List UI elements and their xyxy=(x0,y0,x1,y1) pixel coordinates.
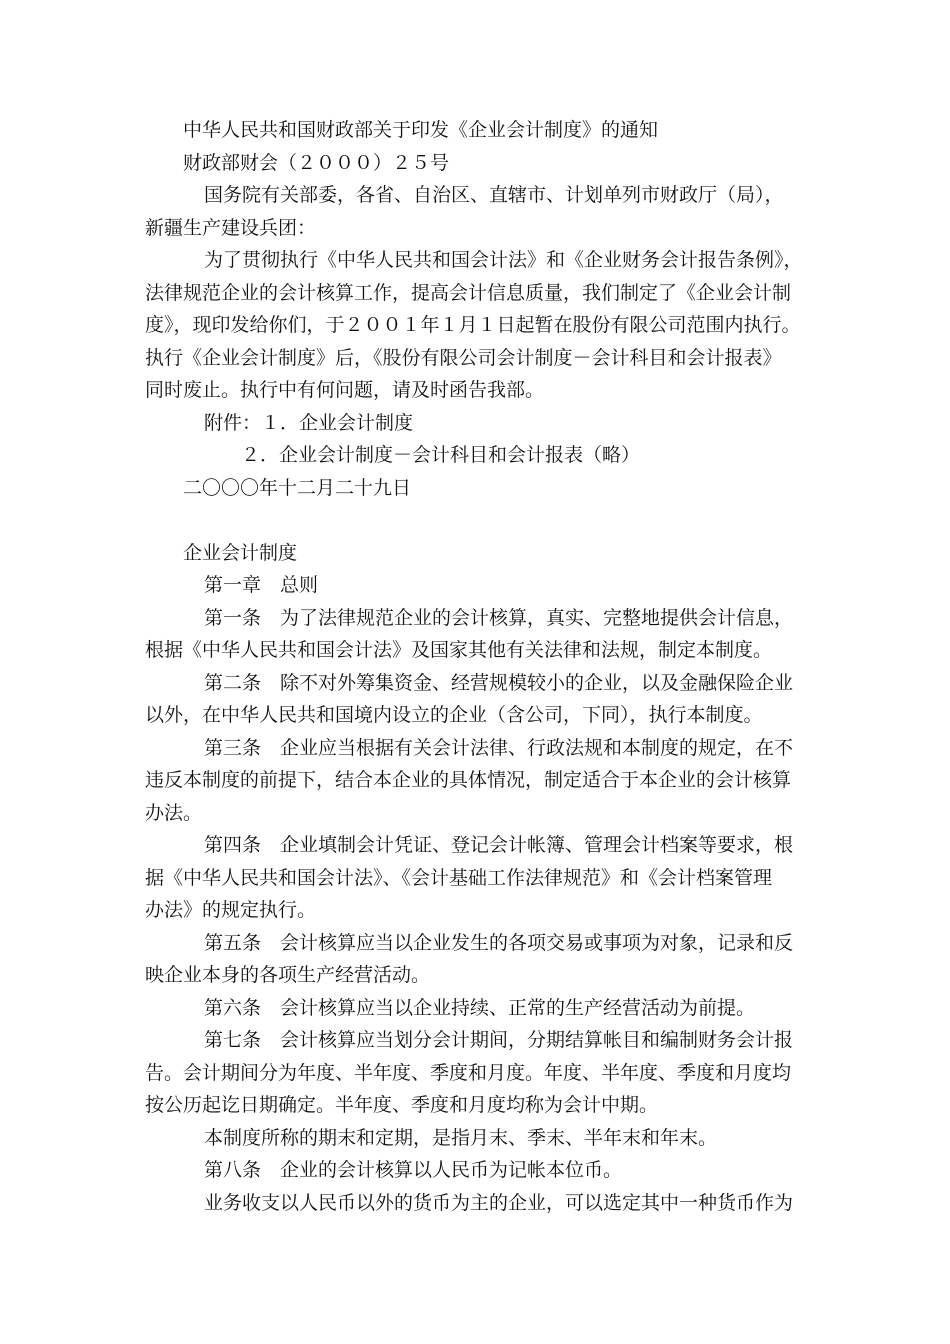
article-line: 第六条 会计核算应当以企业持续、正常的生产经营活动为前提。 xyxy=(204,996,756,1019)
article-line: 根据《中华人民共和国会计法》及国家其他有关法律和法规，制定本制度。 xyxy=(145,639,773,661)
attachment-line: 附件：１．企业会计制度 xyxy=(204,411,414,434)
doc-number: 财政部财会（２０００）２５号 xyxy=(183,151,450,174)
addressee-line: 新疆生产建设兵团： xyxy=(145,216,317,239)
article-line: 办法。 xyxy=(145,801,203,824)
attachment-line: ２．企业会计制度－会计科目和会计报表（略） xyxy=(241,444,641,466)
body-line: 执行《企业会计制度》后，《股份有限公司会计制度－会计科目和会计报表》 xyxy=(145,346,782,369)
section-spacer xyxy=(145,504,815,537)
article-line: 第七条 会计核算应当划分会计期间，分期结算帐目和编制财务会计报 xyxy=(204,1029,794,1051)
notice-date: 二〇〇〇年十二月二十九日 xyxy=(183,476,412,499)
article-line: 办法》的规定执行。 xyxy=(145,899,317,921)
article-line: 违反本制度的前提下，结合本企业的具体情况，制定适合于本企业的会计核算 xyxy=(145,769,792,791)
article-line: 第五条 会计核算应当以企业发生的各项交易或事项为对象，记录和反 xyxy=(204,931,794,954)
article-line: 业务收支以人民币以外的货币为主的企业，可以选定其中一种货币作为 xyxy=(204,1191,794,1214)
body-line: 法律规范企业的会计核算工作，提高会计信息质量，我们制定了《企业会计制 xyxy=(145,281,792,304)
body-line: 同时废止。执行中有何问题，请及时函告我部。 xyxy=(145,379,545,401)
article-line: 第八条 企业的会计核算以人民币为记帐本位币。 xyxy=(204,1159,623,1181)
article-line: 第三条 企业应当根据有关会计法律、行政法规和本制度的规定，在不 xyxy=(204,736,794,759)
body-line: 为了贯彻执行《中华人民共和国会计法》和《企业财务会计报告条例》， xyxy=(204,249,803,271)
article-line: 第一条 为了法律规范企业的会计核算，真实、完整地提供会计信息， xyxy=(204,606,794,629)
article-line: 据《中华人民共和国会计法》、《会计基础工作法律规范》和《会计档案管理 xyxy=(145,866,773,889)
document-body xyxy=(145,114,815,1219)
article-line: 映企业本身的各项生产经营活动。 xyxy=(145,964,431,986)
notice-title: 中华人民共和国财政部关于印发《企业会计制度》的通知 xyxy=(183,119,659,141)
chapter-heading: 第一章 总则 xyxy=(204,574,319,596)
regulation-title: 企业会计制度 xyxy=(183,541,298,564)
article-line: 第四条 企业填制会计凭证、登记会计帐簿、管理会计档案等要求，根 xyxy=(204,834,794,856)
body-line: 度》，现印发给你们，于２００１年１月１日起暂在股份有限公司范围内执行。 xyxy=(145,314,801,336)
addressee-line: 国务院有关部委，各省、自治区、直辖市、计划单列市财政厅（局）， xyxy=(204,184,784,206)
article-line: 本制度所称的期末和定期，是指月末、季末、半年末和年末。 xyxy=(204,1126,718,1149)
article-line: 第二条 除不对外筹集资金、经营规模较小的企业，以及金融保险企业 xyxy=(204,671,794,694)
article-line: 告。会计期间分为年度、半年度、季度和月度。年度、半年度、季度和月度均 xyxy=(145,1061,792,1084)
article-line: 以外，在中华人民共和国境内设立的企业（含公司，下同），执行本制度。 xyxy=(145,704,763,726)
article-line: 按公历起讫日期确定。半年度、季度和月度均称为会计中期。 xyxy=(145,1094,659,1116)
